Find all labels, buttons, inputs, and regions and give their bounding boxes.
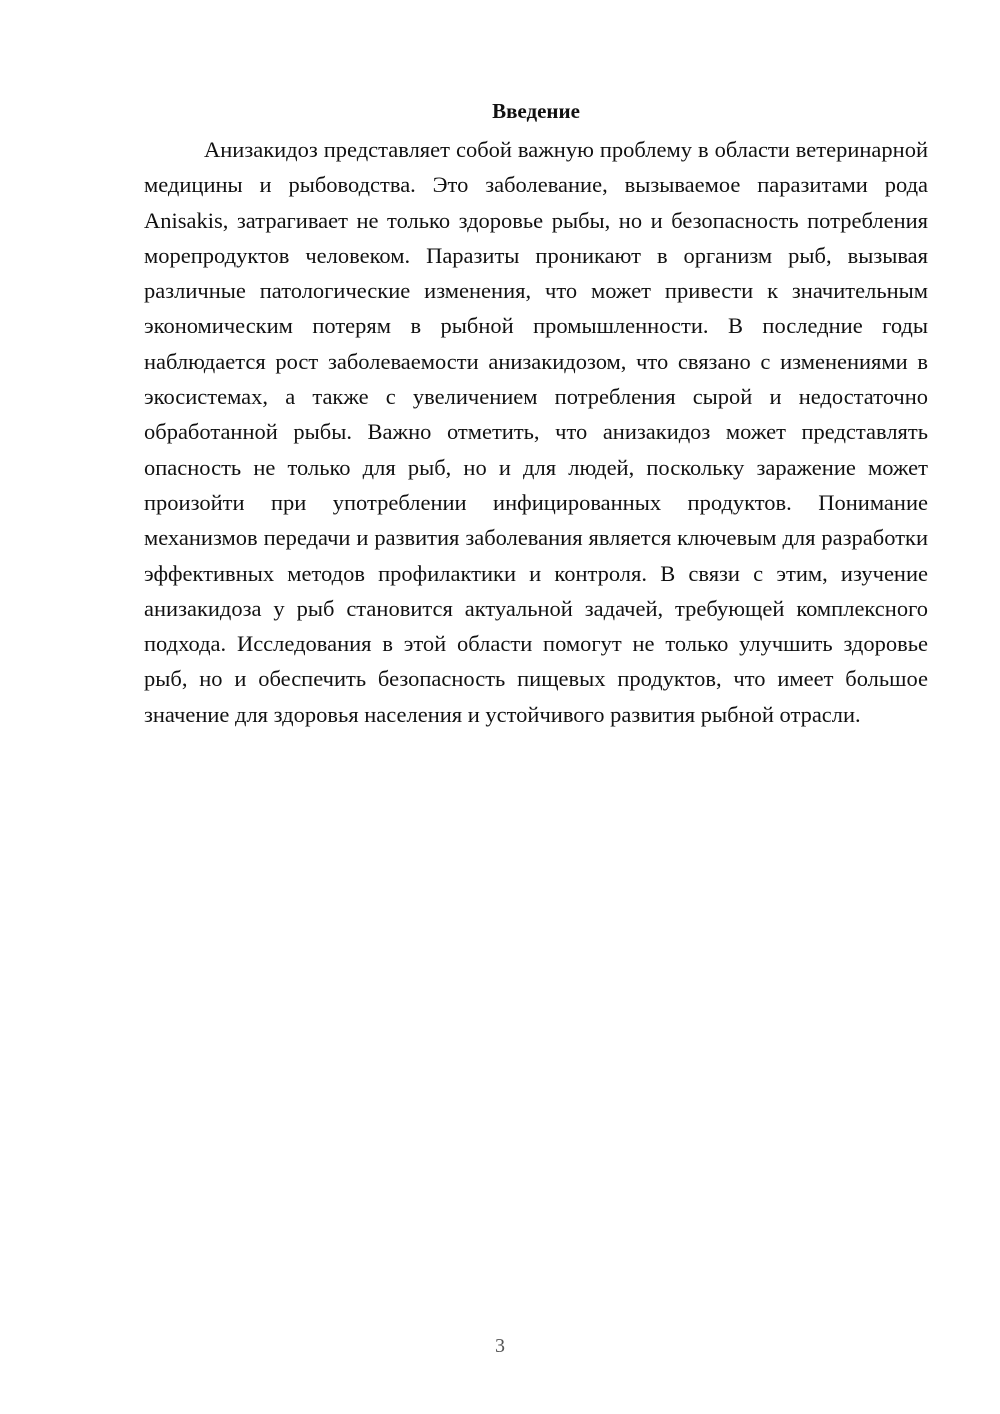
page-number: 3 [495, 1335, 505, 1357]
section-title: Введение [492, 99, 580, 123]
body-paragraph: Анизакидоз представляет собой важную проблему в области ветеринарной медицины и рыбоводства. Это заболевание, вызываемое паразитами рода Anisakis, затрагивает не только здоровье рыбы, но и безопасность потребления морепродуктов человеком. Паразиты проникают в организм рыб, вызывая различные патологические изменения, что может привести к значительным экономическим потерям в рыбной промышленности. В последние годы наблюдается рост заболеваемости анизакидозом, что связано с изменениями в экосистемах, а также с увеличением потребления сырой и недостаточно обработанной рыбы. Важно отметить, что анизакидоз может представлять опасность не только для рыб, но и для людей, поскольку заражение может произойти при употреблении инфицированных продуктов. Понимание механизмов передачи и развития заболевания является ключевым для разработки эффективных методов профилактики и контроля. В связи с этим, изучение анизакидоза у рыб становится актуальной задачей, требующей комплексного подхода. Исследования в этой области помогут не только улучшить здоровье рыб, но и обеспечить безопасность пищевых продуктов, что имеет большое значение для здоровья населения и устойчивого развития рыбной отрасли. [144, 137, 928, 727]
page-content [144, 96, 928, 732]
